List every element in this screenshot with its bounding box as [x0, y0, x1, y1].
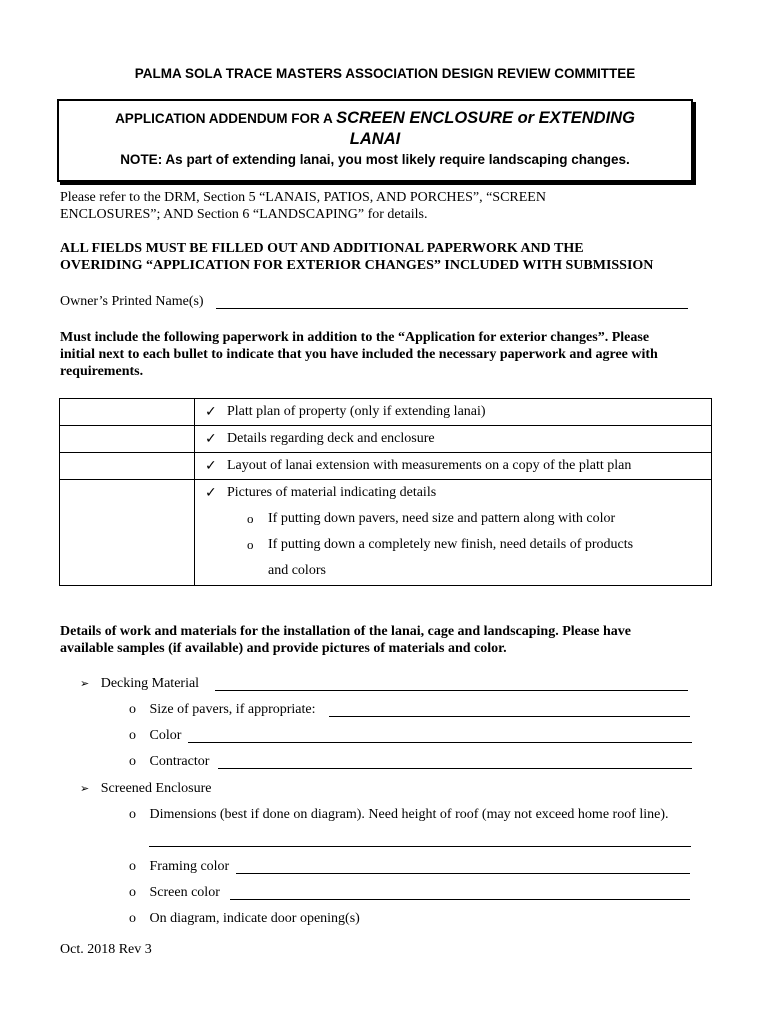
arrow-bullet-icon: ➢ [80, 782, 90, 795]
checklist-row [60, 399, 712, 426]
circle-bullet-icon: o [129, 885, 136, 900]
paver-size-field[interactable] [329, 716, 690, 717]
checklist-subitem: o If putting down pavers, need size and pattern along with color [195, 506, 711, 532]
framing-color-label: Framing color [149, 859, 230, 874]
initial-field[interactable] [60, 426, 195, 453]
title-main: SCREEN ENCLOSURE or EXTENDING [336, 109, 635, 127]
initial-field[interactable] [60, 453, 195, 480]
circle-bullet-icon: o [129, 754, 136, 769]
screened-enclosure-row [80, 781, 212, 797]
paperwork-line-3: requirements. [60, 364, 144, 379]
circle-bullet-icon: o [129, 702, 136, 717]
checklist-row [60, 480, 712, 586]
circle-bullet-icon: o [247, 511, 254, 526]
paperwork-checklist [59, 398, 712, 586]
framing-color-row [129, 859, 229, 875]
owner-name-label: Owner’s Printed Name(s) [60, 294, 204, 309]
screen-color-label: Screen color [149, 885, 220, 900]
checkmark-icon: ✓ [205, 431, 217, 447]
contractor-label: Contractor [149, 754, 210, 769]
decking-material-field[interactable] [215, 690, 688, 691]
checklist-subitem-continued: and colors [268, 563, 326, 578]
checklist-row [60, 426, 712, 453]
decking-material-label: Decking Material [100, 676, 200, 691]
framing-color-field[interactable] [236, 873, 690, 874]
checkmark-icon: ✓ [205, 485, 217, 501]
revision-footer: Oct. 2018 Rev 3 [60, 942, 152, 957]
checklist-item: Pictures of material indicating details [227, 485, 437, 500]
door-opening-label: On diagram, indicate door opening(s) [149, 911, 360, 926]
landscaping-note: NOTE: As part of extending lanai, you most likely require landscaping changes. [120, 152, 630, 167]
required-fields-notice [60, 240, 720, 274]
decking-material-row [80, 676, 199, 692]
circle-bullet-icon: o [129, 728, 136, 743]
paperwork-line-1: Must include the following paperwork in addition to the “Application for exterior changes”. Please [60, 330, 650, 345]
checklist-subitem: o If putting down a completely new finish, need details of products [195, 532, 711, 558]
drm-reference [60, 189, 720, 223]
checklist-item: Details regarding deck and enclosure [227, 431, 435, 446]
checklist-item: Layout of lanai extension with measurements on a copy of the platt plan [227, 458, 632, 473]
circle-bullet-icon: o [247, 537, 254, 552]
dimensions-field[interactable] [149, 846, 691, 847]
checklist-row [60, 453, 712, 480]
initial-field[interactable] [60, 480, 195, 586]
paver-size-row [129, 702, 316, 718]
door-opening-row [129, 911, 360, 927]
checkmark-icon: ✓ [205, 404, 217, 420]
details-line-1: Details of work and materials for the installation of the lanai, cage and landscaping. Please have [60, 624, 632, 639]
title-line-2: LANAI [349, 130, 401, 148]
title-prefix: APPLICATION ADDENDUM FOR A [115, 111, 337, 126]
owner-name-field[interactable] [216, 308, 688, 309]
screen-color-row [129, 885, 220, 901]
dimensions-row [129, 807, 669, 823]
dimensions-label: Dimensions (best if done on diagram). Need height of roof (may not exceed home roof line). [149, 807, 669, 822]
decking-color-field[interactable] [188, 742, 692, 743]
decking-color-label: Color [149, 728, 182, 743]
title-box [57, 99, 693, 182]
checkmark-icon: ✓ [205, 458, 217, 474]
screened-enclosure-label: Screened Enclosure [100, 781, 212, 796]
circle-bullet-icon: o [129, 911, 136, 926]
committee-heading: PALMA SOLA TRACE MASTERS ASSOCIATION DESIGN REVIEW COMMITTEE [134, 66, 636, 81]
initial-field[interactable] [60, 399, 195, 426]
contractor-field[interactable] [218, 768, 692, 769]
paver-size-label: Size of pavers, if appropriate: [149, 702, 316, 717]
drm-reference-line-1: Please refer to the DRM, Section 5 “LANAIS, PATIOS, AND PORCHES”, “SCREEN [60, 190, 546, 205]
paperwork-line-2: initial next to each bullet to indicate that you have included the necessary paperwork and agree with [60, 347, 658, 362]
required-line-2: OVERIDING “APPLICATION FOR EXTERIOR CHANGES” INCLUDED WITH SUBMISSION [60, 258, 654, 273]
screen-color-field[interactable] [230, 899, 690, 900]
decking-color-row [129, 728, 181, 744]
details-line-2: available samples (if available) and provide pictures of materials and color. [60, 641, 507, 656]
contractor-row [129, 754, 209, 770]
paperwork-instructions [60, 329, 720, 380]
arrow-bullet-icon: ➢ [80, 677, 90, 690]
details-instructions [60, 623, 720, 657]
checklist-item: Platt plan of property (only if extending lanai) [227, 404, 486, 419]
drm-reference-line-2: ENCLOSURES”; AND Section 6 “LANDSCAPING” for details. [60, 207, 428, 222]
title-line-1 [59, 109, 691, 128]
circle-bullet-icon: o [129, 807, 136, 822]
circle-bullet-icon: o [129, 859, 136, 874]
required-line-1: ALL FIELDS MUST BE FILLED OUT AND ADDITIONAL PAPERWORK AND THE [60, 241, 584, 256]
